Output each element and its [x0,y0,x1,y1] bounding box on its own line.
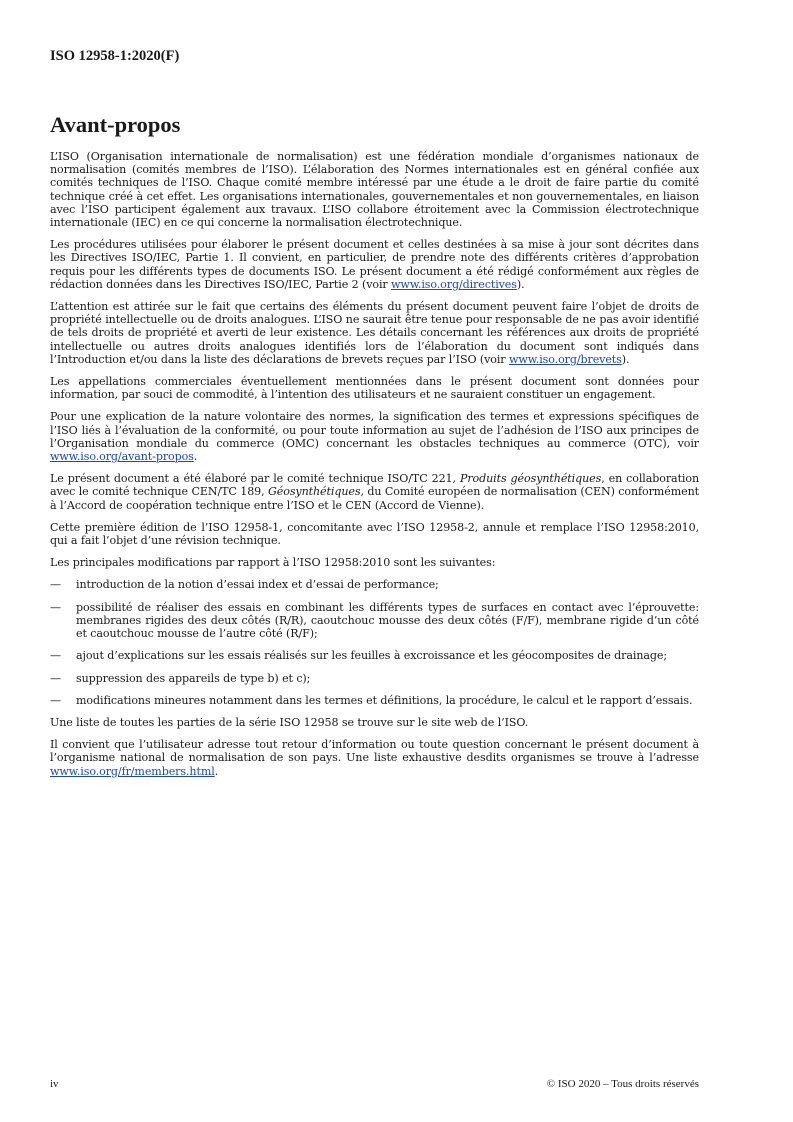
document-body [50,150,699,787]
paragraph-trade-names: Les appellations commerciales éventuellement mentionnées dans le présent document sont données pour information, par souci de commodité, à l’intention des utilisateurs et ne sauraient constituer un engagement. [50,375,699,402]
copyright-notice: © ISO 2020 – Tous droits réservés [546,1078,699,1090]
page [50,0,699,1122]
paragraph-end: ). [621,352,630,366]
section-heading: Avant-propos [50,112,181,137]
list-item [50,672,699,685]
paragraph-text: L’attention est attirée sur le fait que certains des éléments du présent document peuvent faire l’objet de droits de propriété intellectuelle ou de droits analogues. L’ISO ne saurait être tenue pour responsable de ne pas avoir identifié de tels droits de propriété et averti de leur existence. Les détails concernant les références aux droits de propriété intellectuelle ou autres droits analogues identifiés lors de l’élaboration du document sont indiqués dans l’Introduction et/ou dans la liste des déclarations de brevets reçues par l’ISO (voir [50,300,699,366]
paragraph-end: ). [516,277,525,291]
paragraph-series: Une liste de toutes les parties de la série ISO 12958 se trouve sur le site web de l’ISO. [50,715,529,729]
list-item-text: possibilité de réaliser des essais en combinant les différents types de surfaces en contact avec l’éprouvette: membranes rigides des deux côtés (R/R), caoutchouc mousse des deux côtés (F/F), membrane rigide d’un côté et caoutchouc mousse de l’autre côté (R/F); [76,600,699,641]
paragraph-edition: Cette première édition de l’ISO 12958-1, concomitante avec l’ISO 12958-2, annule et remplace l’ISO 12958:2010, qui a fait l’objet d’une révision technique. [50,520,699,548]
dash-marker: — [50,649,61,663]
list-item [50,578,699,591]
paragraph-text: , en collaboration avec le comité technique CEN/TC 189, [50,472,699,499]
committee-title: Géosynthétiques [268,485,361,499]
committee-title: Produits géosynthétiques [459,472,602,486]
page-footer [50,1078,699,1090]
list-item-text: ajout d’explications sur les essais réalisés sur les feuilles à excroissance et les géocomposites de drainage; [76,649,668,663]
link-directives[interactable]: www.iso.org/directives [391,277,517,291]
paragraph-feedback [50,738,699,778]
paragraph-organisation: L’ISO (Organisation internationale de normalisation) est une fédération mondiale d’organismes nationaux de normalisation (comités membres de l’ISO). L’élaboration des Normes internationales est en général confiée aux comités techniques de l’ISO. Chaque comité membre intéressé par une étude a le droit de faire partie du comité technique créé à cet effet. Les organisations internationales, gouvernementales et non gouvernementales, en liaison avec l’ISO participent également aux travaux. L’ISO collabore étroitement avec la Commission électrotechnique internationale (IEC) en ce qui concerne la normalisation électrotechnique. [50,150,699,230]
paragraph-patents [50,300,699,366]
paragraph-end: . [214,764,219,778]
link-brevets[interactable]: www.iso.org/brevets [508,352,622,366]
paragraph-text: Le présent document a été élaboré par le comité technique ISO/TC 221, [50,472,460,486]
paragraph-text: Les procédures utilisées pour élaborer le présent document et celles destinées à sa mise à jour sont décrites dans les Directives ISO/IEC, Partie 1. Il convient, en particulier, de prendre note des différents critères d’approbation requis pour les différents types de documents ISO. Le présent document a été rédigé conformément aux règles de rédaction données dans les Directives ISO/IEC, Partie 2 (voir [50,238,699,291]
paragraph-end: . [193,450,198,464]
list-item [50,601,699,641]
list-item [50,649,699,662]
paragraph-changes-intro: Les principales modifications par rapport à l’ISO 12958:2010 sont les suivantes: [50,556,496,570]
paragraph-text: Pour une explication de la nature volontaire des normes, la signification des termes et expressions spécifiques de l’ISO liés à l’évaluation de la conformité, ou pour toute information au sujet de l’adhésion de l’ISO aux principes de l’Organisation mondiale du commerce (OMC) concernant les obstacles techniques au commerce (OTC), voir [50,410,699,450]
list-item-text: suppression des appareils de type b) et c); [76,671,311,685]
page-number: iv [50,1078,59,1090]
document-id: ISO 12958-1:2020(F) [50,48,180,64]
dash-marker: — [50,600,61,614]
dash-marker: — [50,578,61,592]
paragraph-committee [50,472,699,512]
paragraph-text: , du Comité européen de normalisation (CEN) conformément à l’Accord de coopération technique entre l’ISO et le CEN (Accord de Vienne). [50,485,699,512]
link-avant-propos[interactable]: www.iso.org/avant-propos [50,450,194,464]
list-item-text: modifications mineures notamment dans les termes et définitions, la procédure, le calcul et le rapport d’essais. [76,693,693,707]
dash-marker: — [50,671,61,685]
link-members[interactable]: www.iso.org/fr/members.html [50,764,215,778]
paragraph-procedures [50,238,699,291]
dash-marker: — [50,693,61,707]
list-item-text: introduction de la notion d’essai index et d’essai de performance; [76,578,439,592]
paragraph-text: Il convient que l’utilisateur adresse tout retour d’information ou toute question concernant le présent document à l’organisme national de normalisation de son pays. Une liste exhaustive desdits organismes se trouve à l’adresse [50,738,699,765]
list-item [50,694,699,707]
paragraph-voluntary-nature [50,410,699,463]
